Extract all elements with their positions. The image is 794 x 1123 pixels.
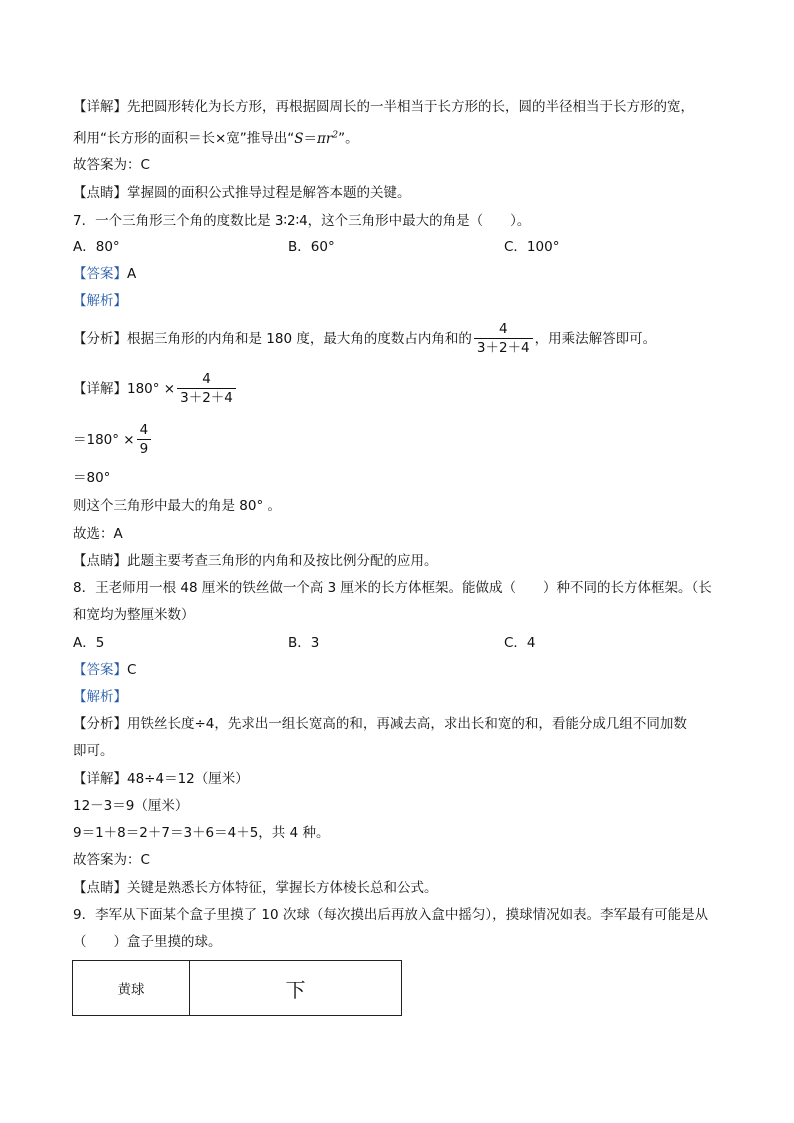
q7-analysis-tag: 【解析】 bbox=[73, 293, 127, 309]
q8-fenxi-line1 bbox=[73, 714, 687, 734]
q6-remark-tag: 【点睛】 bbox=[73, 185, 127, 201]
q7-remark-text: 此题主要考查三角形的内角和及按比例分配的应用。 bbox=[127, 553, 438, 569]
q8-answer-value: C bbox=[127, 662, 137, 678]
table-row bbox=[73, 961, 402, 1016]
q8-fenxi-line2: 即可。 bbox=[73, 743, 114, 759]
q7-fraction bbox=[474, 321, 533, 357]
q6-detail-line1 bbox=[73, 97, 694, 117]
q7-fenxi-line bbox=[73, 320, 656, 358]
q7-step2-line bbox=[73, 421, 153, 459]
q6-answer-line: 故答案为：C bbox=[73, 157, 150, 173]
q8-step3: 9＝1＋8＝2＋7＝3＋6＝4＋5，共 4 种。 bbox=[73, 825, 330, 841]
q7-fenxi-text-b: ，用乘法解答即可。 bbox=[534, 331, 657, 347]
q7-detail-fraction bbox=[177, 371, 236, 407]
q7-frac-den: 3＋2＋4 bbox=[474, 338, 533, 357]
q8-remark-line bbox=[73, 878, 438, 898]
q7-choice: 故选：A bbox=[73, 526, 123, 542]
q7-detail-frac-num: 4 bbox=[202, 371, 211, 387]
q7-detail-frac-den: 3＋2＋4 bbox=[177, 388, 236, 407]
formula-s: S bbox=[294, 130, 304, 147]
q7-step2-den: 9 bbox=[137, 439, 152, 458]
q7-detail-line bbox=[73, 370, 238, 408]
q8-option-a: A．5 bbox=[73, 635, 105, 651]
q9-question-line2: （ ）盒子里摸的球。 bbox=[73, 934, 222, 950]
q7-remark-line bbox=[73, 551, 438, 571]
q7-frac-num: 4 bbox=[498, 321, 508, 337]
q8-fenxi-text-a: 用铁丝长度÷4，先求出一组长宽高的和，再减去高，求出长和宽的和，看能分成几组不同加数 bbox=[127, 716, 687, 732]
q7-option-c: C．100° bbox=[504, 239, 560, 255]
q8-answer-conclusion: 故答案为：C bbox=[73, 852, 150, 868]
q7-step2-fraction bbox=[137, 422, 152, 458]
q8-fenxi-tag: 【分析】 bbox=[73, 716, 127, 732]
formula-exp: 2 bbox=[332, 130, 339, 140]
q8-detail-a: 48÷4＝12（厘米） bbox=[127, 771, 249, 787]
q6-remark-text: 掌握圆的面积公式推导过程是解答本题的关键。 bbox=[127, 185, 411, 201]
q8-answer-tag: 【答案】 bbox=[73, 662, 127, 678]
q7-conclusion: 则这个三角形中最大的角是 80° 。 bbox=[73, 498, 282, 514]
q7-step3: ＝80° bbox=[73, 470, 111, 486]
q8-question-line2: 和宽均为整厘米数） bbox=[73, 607, 195, 623]
q8-remark-tag: 【点睛】 bbox=[73, 880, 127, 896]
q7-answer-line bbox=[73, 264, 136, 284]
q7-step2-a: ＝180° × bbox=[73, 432, 135, 448]
q6-detail-text2-b: ”。 bbox=[338, 130, 359, 147]
formula-eq: ＝ bbox=[303, 130, 318, 147]
q8-detail-tag: 【详解】 bbox=[73, 771, 127, 787]
q7-fenxi-text-a: 根据三角形的内角和是 180 度，最大角的度数占内角和的 bbox=[127, 331, 472, 347]
q6-detail-line2 bbox=[73, 125, 359, 149]
q7-detail-tag: 【详解】 bbox=[73, 381, 127, 397]
tally-label-cell: 黄球 bbox=[73, 961, 190, 1016]
q6-detail-text2-a: 利用“长方形的面积＝长×宽”推导出“ bbox=[73, 130, 295, 147]
q7-step2-num: 4 bbox=[139, 422, 149, 438]
q8-answer-line bbox=[73, 660, 136, 680]
q8-option-c: C．4 bbox=[504, 635, 536, 651]
q9-tally-table bbox=[72, 960, 402, 1016]
formula-pi: π bbox=[317, 130, 326, 147]
q8-question-line1: 8．王老师用一根 48 厘米的铁丝做一个高 3 厘米的长方体框架。能做成（ ）种不同的长方体框架。（长 bbox=[73, 580, 712, 596]
q7-answer-tag: 【答案】 bbox=[73, 266, 127, 282]
q7-fenxi-tag: 【分析】 bbox=[73, 331, 127, 347]
q8-analysis-tag: 【解析】 bbox=[73, 689, 127, 705]
q7-answer-value: A bbox=[127, 266, 137, 282]
q7-remark-tag: 【点睛】 bbox=[73, 553, 127, 569]
q8-option-b: B．3 bbox=[288, 635, 320, 651]
q7-question: 7．一个三角形三个角的度数比是 3∶2∶4，这个三角形中最大的角是（ ）。 bbox=[73, 213, 531, 229]
q6-detail-tag: 【详解】 bbox=[73, 99, 127, 115]
area-formula bbox=[294, 131, 338, 147]
q7-option-a: A．80° bbox=[73, 239, 120, 255]
q8-step2: 12－3＝9（厘米） bbox=[73, 798, 189, 814]
tally-mark-cell: 下 bbox=[190, 961, 402, 1016]
q6-detail-text: 先把圆形转化为长方形，再根据圆周长的一半相当于长方形的长，圆的半径相当于长方形的宽， bbox=[127, 99, 694, 115]
q7-option-b: B．60° bbox=[288, 239, 335, 255]
q8-remark-text: 关键是熟悉长方体特征，掌握长方体棱长总和公式。 bbox=[127, 880, 438, 896]
q7-detail-a: 180° × bbox=[127, 381, 176, 397]
formula-r: r bbox=[325, 130, 333, 147]
q6-remark-line bbox=[73, 183, 411, 203]
q8-detail-line bbox=[73, 769, 249, 789]
q9-question-line1: 9．李军从下面某个盒子里摸了 10 次球（每次摸出后再放入盒中摇匀），摸球情况如表。李军最有可能是从 bbox=[73, 907, 709, 923]
